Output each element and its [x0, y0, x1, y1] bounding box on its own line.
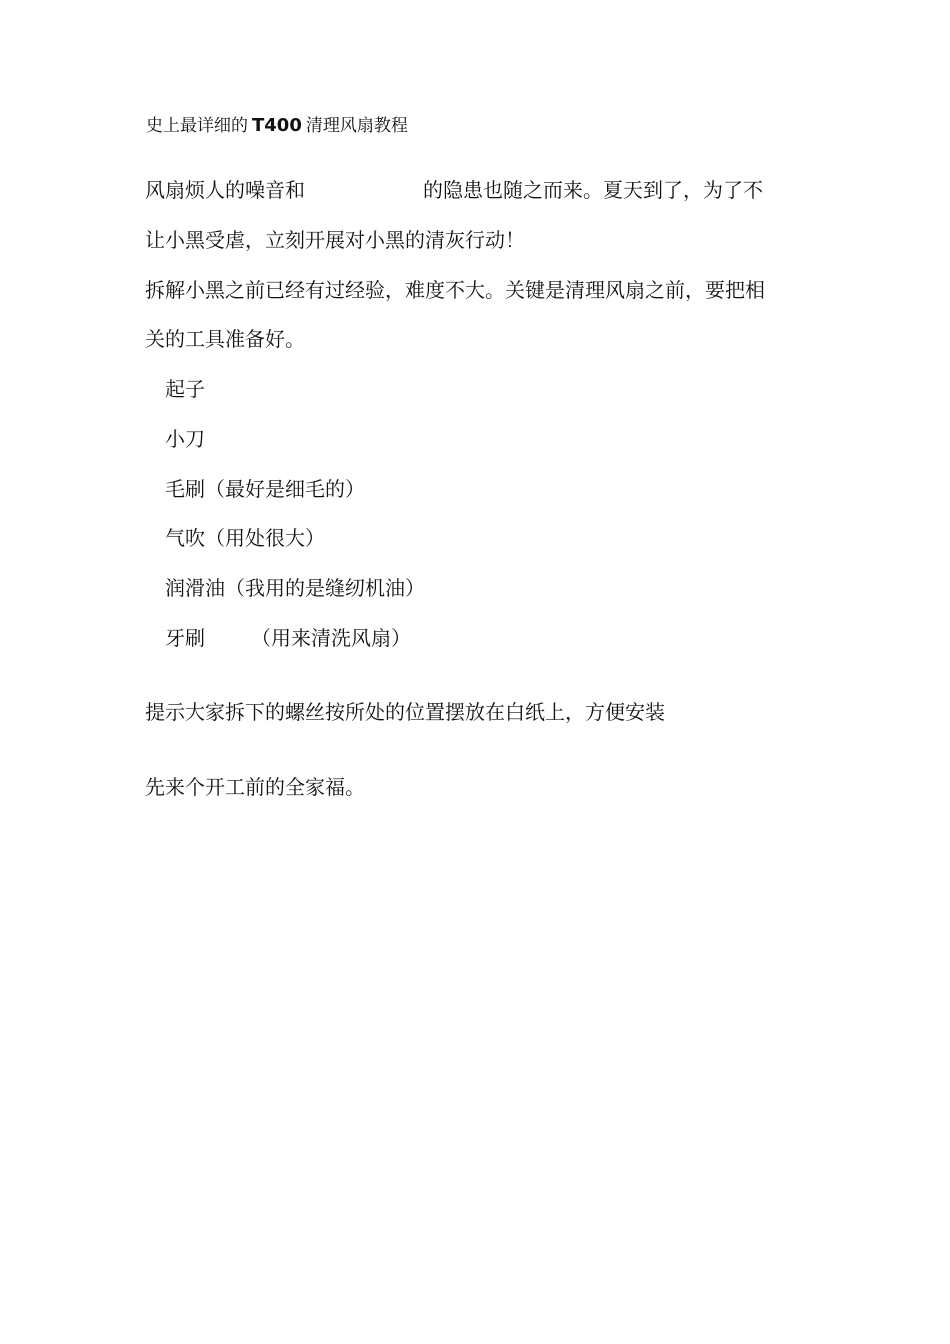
title-prefix: 史上最详细的	[146, 116, 248, 136]
tool-item-knife: 小刀	[165, 427, 205, 451]
intro-paragraph-line-1	[145, 177, 763, 203]
title-model: T400	[252, 115, 302, 136]
document-title	[146, 115, 408, 137]
intro-paragraph-line-3: 拆解小黑之前已经有过经验，难度不大。关键是清理风扇之前，要把相	[145, 278, 765, 302]
title-suffix: 清理风扇教程	[305, 116, 408, 136]
intro-line1-part-a: 风扇烦人的噪音和	[145, 178, 305, 202]
tool-item-lubricant: 润滑油（我用的是缝纫机油）	[165, 576, 425, 600]
tool-item-brush: 毛刷（最好是细毛的）	[165, 477, 365, 501]
intro-line1-part-b: 的隐患也随之而来。夏天到了，为了不	[423, 178, 763, 202]
tool-item-screwdriver: 起子	[165, 377, 205, 401]
toothbrush-label: 牙刷	[165, 626, 205, 650]
toothbrush-note: （用来清洗风扇）	[251, 626, 411, 650]
tool-item-air-blower: 气吹（用处很大）	[165, 526, 325, 550]
intro-paragraph-line-4: 关的工具准备好。	[145, 327, 305, 351]
photo-caption: 先来个开工前的全家福。	[145, 775, 365, 799]
screw-tip: 提示大家拆下的螺丝按所处的位置摆放在白纸上，方便安装	[145, 700, 665, 724]
intro-paragraph-line-2: 让小黑受虐，立刻开展对小黑的清灰行动！	[145, 228, 525, 252]
tool-item-toothbrush	[165, 625, 411, 651]
